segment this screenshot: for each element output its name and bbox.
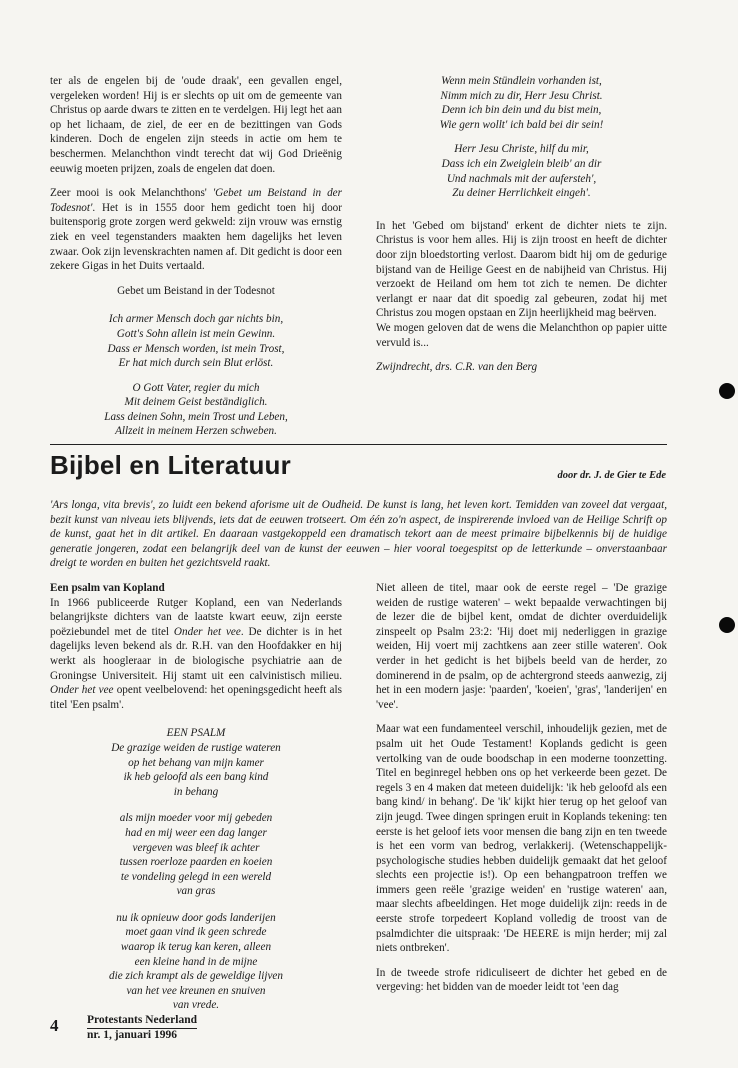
poem-line: die zich krampt als de geweldige lijven [109, 970, 283, 983]
text-run: . De dichter is in het dagelijks leven bekend als dr. R.H. van den Hoofdakker en hij werkt als hoogleraar in de biologische psychiatrie aan de Groningse Universiteit. Hij stamt uit een calvinistisch milieu. [50, 625, 343, 682]
poem-line: Ich armer Mensch doch gar nichts bin, [108, 313, 284, 326]
poem-line: moet gaan vind ik geen schrede [125, 926, 267, 939]
poem-line: tussen roerloze paarden en koeien [119, 856, 273, 869]
poem-line: Wie gern wollt' ich bald bei dir sein! [439, 118, 604, 131]
poem-line: Allzeit in meinem Herzen schweben. [115, 425, 277, 438]
text-run: Zeer mooi is ook Melanchthons' [50, 187, 213, 200]
poem-line: een kleine hand in de mijne [134, 955, 258, 968]
paragraph: Maar wat een fundamenteel verschil, inhoudelijk gezien, met de psalm uit het Oude Testament! Koplands gedicht is geen vertolking van de oude boodschap in een moderne toonzetting. Titel en beginregel hebben ons op het verkeerde been gezet. De regels 3 en 4 maken dat meteen duidelijk: 'ik heb geloofd als een bang kind/ in behang'. De 'ik' kijkt hier terug op het geloof van zijn jeugd. Twee dingen springen eruit in Koplands tekening: ten eerste is het geloof iets voor mensen die bang zijn en ten tweede is het een vorm van bedrog, verlakkerij. (Wetenschappelijk-psychologische studies hebben duidelijk gemaakt dat het geloof slechts een projectie is!). Op een behangpatroon treffen we immers geen reële 'grazige weiden' en 'rustige wateren' aan, maar slechts afbeeldingen. Het moge duidelijk zijn: reeds in de eerste strofe torpedeert Kopland volledig de troost van de psalmdichter die uitspraak: 'De HEERE is mijn herder; mij zal niets ontbreken'. [376, 723, 667, 955]
poem-line: Denn ich bin dein und du bist mein, [441, 104, 602, 117]
paragraph: Niet alleen de titel, maar ook de eerste regel – 'De grazige weiden de rustige wateren' – wekt bepaalde verwachtingen bij de lezer die de bijbel kent, omdat de dichter overduidelijk zinspeelt op Psalm 23:2: 'Hij doet mij nederliggen in grazige weiden, Hij voert mij zachtkens aan zeer stille wateren'. Ook verder in het gedicht is het bijbels beeld van de herder, zo dominerend in de psalm, op de achtergrond steeds aanwezig, zij het in een modern jasje: 'paarden', 'koeien', 'gras', 'landerijen' en 'vee'. [376, 582, 667, 711]
poem-reference: 'Gebet um Beistand in der Todesnot' [50, 187, 342, 214]
bottom-left-column [50, 581, 342, 1023]
poem-line: nu ik opnieuw door gods landerijen [116, 911, 276, 924]
binder-hole-mark [719, 383, 735, 399]
poem-line: Und nachmals mit der aufersteh', [446, 172, 597, 185]
issue-info: nr. 1, januari 1996 [87, 1029, 177, 1041]
section-divider [50, 444, 667, 445]
text-run: . Het is in 1555 door hem gedicht toen hij door buitensporig grote zorgen werd gekweld: zijn vrouw was ernstig ziek en veel tegenstanders maakten hem dagelijks het leven zwaar. Ook zijn levenskrachten namen af. Dit gedicht is door een zekere Gigas in het Duits vertaald. [50, 201, 343, 273]
poem-line: Lass deinen Sohn, mein Trost und Leben, [104, 410, 288, 423]
text-run: In 1966 publiceerde Rutger Kopland, een van Nederlands belangrijkste dichters van de laatste kwart eeuw, zijn eerste poëziebundel met de titel [50, 596, 342, 638]
text-run: opent veelbelovend: het openingsgedicht heeft als titel 'Een psalm'. [50, 684, 342, 711]
top-right-column [376, 74, 667, 385]
paragraph: ter als de engelen bij de 'oude draak', een gevallen engel, vergeleken worden! Hij is er slechts op uit om de gemeente van Christus op aarde dwars te zitten en te verdelgen. Hij legt het aan op het lichaam, de ziel, de eer en de bezittingen van Gods kinderen. Doch de engelen zijn steeds in actie om hem te beschermen. Melanchthon vindt terecht dat wij God Drieënig eeuwig moeten prijzen, zoals de engelen dat doen. [50, 75, 342, 175]
poem-line: Wenn mein Stündlein vorhanden ist, [441, 75, 602, 87]
poem-line: waarop ik terug kan keren, alleen [120, 941, 272, 954]
poem-stanza [376, 142, 667, 200]
poem-stanza [50, 811, 342, 899]
subheading: Een psalm van Kopland [50, 582, 165, 594]
poem-line: als mijn moeder voor mij gebeden [119, 812, 273, 825]
poem-line: Herr Jesu Christe, hilf du mir, [454, 143, 589, 156]
poem-stanza [376, 74, 667, 132]
page-number: 4 [50, 1016, 59, 1035]
poem-line: Gott's Sohn allein ist mein Gewinn. [116, 327, 276, 340]
paragraph [50, 596, 342, 713]
binder-hole-mark [719, 617, 735, 633]
bottom-right-column [376, 581, 667, 1005]
poem-line: van gras [176, 885, 216, 898]
poem-line: van het vee kreunen en snuiven [126, 984, 266, 997]
publication-info [87, 1014, 197, 1042]
article-title: Bijbel en Literatuur [50, 450, 291, 480]
poem-line: Er hat mich durch sein Blut erlöst. [118, 357, 274, 370]
paragraph: In de tweede strofe ridiculiseert de dichter het gebed en de vergeving: het bidden van de moeder leidt tot 'een dag [376, 966, 667, 994]
paragraph: In het 'Gebed om bijstand' erkent de dichter niets te zijn. Christus is voor hem alles. Hij is zijn troost en heeft de dichter door zijn bloedstorting verlost. Daarom bidt hij om de gedurige bijstand van de Heilige Geest en de nabijheid van Christus. Hij verzoekt de Heiland om hem tot zich te nemen. De dichter verlangt er naar dat dit spoedig zal gebeuren, zodat hij met Christus zou mogen opstaan en Zijn heerlijkheid mag beërven. [376, 219, 667, 320]
poem-stanza [50, 911, 342, 1013]
poem-line: te vondeling gelegd in een wereld [120, 870, 272, 883]
poem-title: Gebet um Beistand in der Todesnot [117, 284, 275, 297]
poem-line: op het behang van mijn kamer [128, 756, 264, 769]
top-left-column [50, 74, 342, 449]
paragraph: We mogen geloven dat de wens die Melanchthon op papier uitte vervuld is... [376, 321, 667, 349]
poem-line: ik heb geloofd als een bang kind [123, 771, 269, 784]
paragraph [50, 186, 342, 274]
poem-line: De grazige weiden de rustige wateren [111, 741, 281, 754]
poem-line: Mit deinem Geist beständiglich. [124, 396, 268, 409]
poem-line: Dass er Mensch worden, ist mein Trost, [107, 342, 285, 355]
poem-line: Zu deiner Herrlichkeit eingeh'. [452, 187, 591, 200]
publication-name: Protestants Nederland [87, 1014, 197, 1029]
article-intro: 'Ars longa, vita brevis', zo luidt een bekend aforisme uit de Oudheid. De kunst is lang, het leven kort. Temidden van zoveel dat vergaat, bezit kunst van niveau iets blijvends, iets dat de eeuwen trotseert. Om één zo'n aspect, de inspirerende invloed van de Heilige Schrift op de kunst, gaat het in dit artikel. En daaraan vastgekoppeld een dramatisch tekort aan de meest primaire bijbelkennis bij de huidige generatie jongeren, zodat een belangrijk deel van de kunst der eeuwen – hier vooral toegespitst op de letterkunde – onverstaanbaar dreigt te worden en buiten het gezichtsveld raakt. [50, 499, 667, 570]
poem-line: Nimm mich zu dir, Herr Jesu Christ. [440, 89, 603, 102]
book-title: Onder het vee [173, 625, 241, 638]
article-byline: door dr. J. de Gier te Ede [557, 470, 666, 481]
poem-line: van vrede. [172, 999, 220, 1012]
poem-title: EEN PSALM [166, 727, 226, 740]
poem-stanza [50, 726, 342, 799]
poem-line: in behang [173, 785, 219, 798]
poem-line: vergeven was bleef ik achter [132, 841, 260, 854]
signature: Zwijndrecht, drs. C.R. van den Berg [376, 361, 538, 374]
poem-line: O Gott Vater, regier du mich [132, 381, 260, 394]
book-title: Onder het vee [50, 684, 114, 697]
poem-stanza [50, 312, 342, 370]
poem-line: had en mij weer een dag langer [125, 826, 267, 839]
poem-line: Dass ich ein Zweiglein bleib' an dir [441, 157, 602, 170]
poem-stanza [50, 381, 342, 439]
